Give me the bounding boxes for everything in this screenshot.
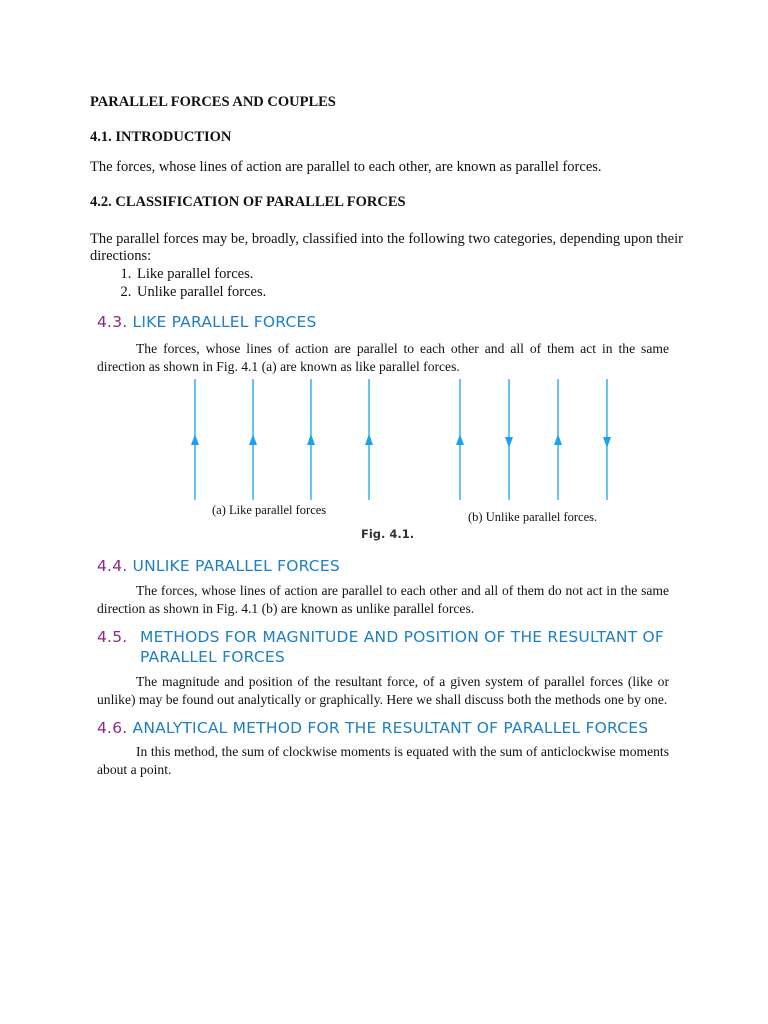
intro-text: The forces, whose lines of action are parallel to each other, are known as parallel forces. — [90, 159, 602, 175]
like-heading — [97, 312, 317, 332]
analytical-text: In this method, the sum of clockwise moments is equated with the sum of anticlockwise moments about a point. — [97, 744, 669, 777]
list-item: 2. Unlike parallel forces. — [135, 283, 695, 301]
section-number: 4.6. — [97, 719, 128, 737]
figure-label: Fig. 4.1. — [361, 527, 415, 541]
arrow-up-icon — [365, 434, 373, 445]
section-title: LIKE PARALLEL FORCES — [132, 313, 317, 331]
page-title: PARALLEL FORCES AND COUPLES — [90, 94, 336, 110]
arrow-up-icon — [249, 434, 257, 445]
force-diagram — [170, 375, 650, 505]
classification-heading: 4.2. CLASSIFICATION OF PARALLEL FORCES — [90, 194, 406, 210]
caption-unlike: (b) Unlike parallel forces. — [468, 510, 598, 524]
list-item: 1. Like parallel forces. — [135, 265, 695, 283]
unlike-parallel-forces — [456, 379, 611, 500]
arrow-down-icon — [505, 437, 513, 448]
methods-text: The magnitude and position of the resultant force, of a given system of parallel forces (like or unlike) may be found out analytically or graphically. Here we shall discuss both the methods one by one. — [97, 674, 669, 707]
analytical-heading — [97, 718, 648, 738]
arrow-down-icon — [603, 437, 611, 448]
arrow-up-icon — [191, 434, 199, 445]
caption-like: (a) Like parallel forces — [212, 503, 327, 517]
classification-text: The parallel forces may be, broadly, classified into the following two categories, depending upon their directions: — [90, 231, 683, 264]
section-title: ANALYTICAL METHOD FOR THE RESULTANT OF PARALLEL FORCES — [132, 719, 649, 737]
unlike-heading — [97, 556, 340, 576]
unlike-text: The forces, whose lines of action are parallel to each other and all of them do not act in the same direction as shown in Fig. 4.1 (b) are known as unlike parallel forces. — [97, 583, 669, 616]
section-number: 4.4. — [97, 557, 128, 575]
methods-heading — [97, 627, 677, 667]
section-title-line2: PARALLEL FORCES — [140, 648, 285, 666]
classification-list — [90, 265, 695, 301]
like-text: The forces, whose lines of action are parallel to each other and all of them act in the same direction as shown in Fig. 4.1 (a) are known as like parallel forces. — [97, 341, 669, 374]
intro-heading: 4.1. INTRODUCTION — [90, 129, 232, 145]
arrow-up-icon — [307, 434, 315, 445]
section-number: 4.3. — [97, 313, 128, 331]
section-title: UNLIKE PARALLEL FORCES — [132, 557, 340, 575]
like-parallel-forces — [191, 379, 373, 500]
arrow-up-icon — [456, 434, 464, 445]
section-number: 4.5. — [97, 628, 128, 646]
section-title-line1: METHODS FOR MAGNITUDE AND POSITION OF THE RESULTANT OF — [140, 628, 665, 646]
arrow-up-icon — [554, 434, 562, 445]
